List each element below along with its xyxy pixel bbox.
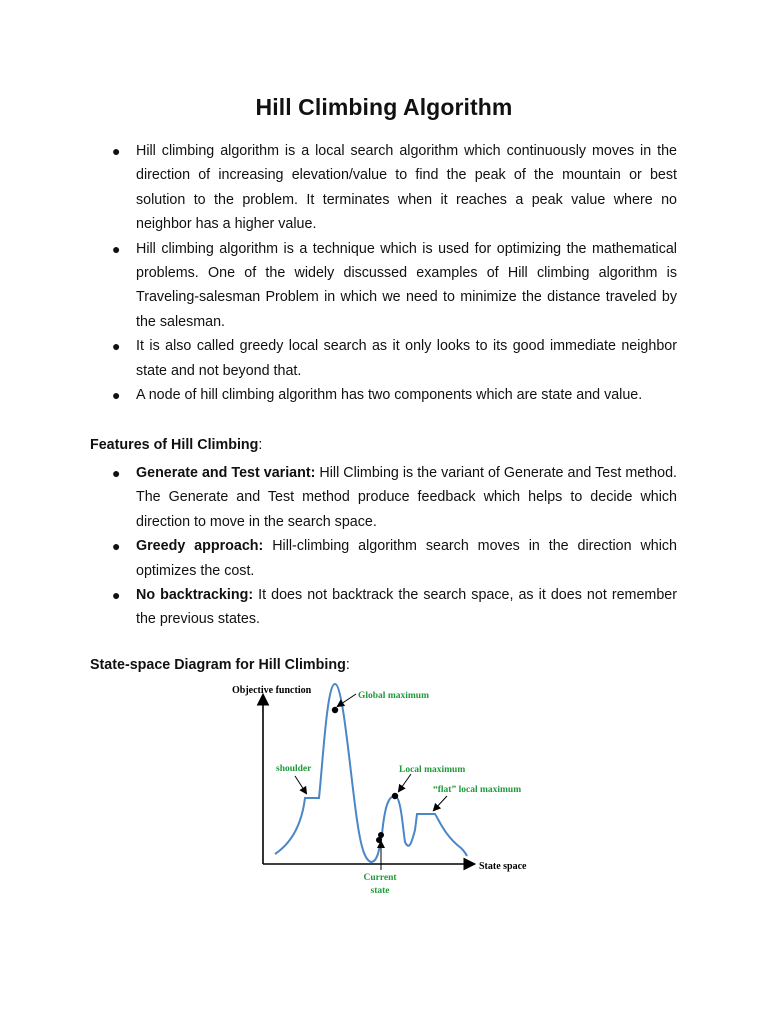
list-item: ● Greedy approach: Hill-climbing algorithm search moves in the direction which optimizes the cost. (136, 534, 677, 583)
list-item: ● Hill climbing algorithm is a local search algorithm which continuously moves in the direction of increasing elevation/value to find the peak of the mountain or best solution to the problem. It terminates when it reaches a peak value where no neighbor has a higher value. (136, 139, 677, 237)
list-item: ● Hill climbing algorithm is a technique which is used for optimizing the mathematical problems. One of the widely discussed examples of Hill climbing algorithm is Traveling-salesman Problem in which we need to minimize the distance traveled by the salesman. (136, 237, 677, 335)
current-state-label-line2: state (370, 886, 390, 896)
local-max-point (392, 793, 398, 799)
bullet-icon: ● (112, 538, 121, 555)
global-max-point (332, 707, 338, 713)
current-state-label-line1: Current (363, 873, 397, 883)
flat-local-max-arrow (434, 796, 447, 810)
features-heading: Features of Hill Climbing: (90, 437, 263, 453)
state-space-diagram (225, 680, 535, 900)
bullet-icon: ● (112, 387, 121, 404)
flat-local-max-label: “flat” local maximum (433, 785, 522, 795)
bullet-icon: ● (112, 240, 121, 257)
features-bullet-list (112, 461, 678, 632)
list-item: ● A node of hill climbing algorithm has two components which are state and value. (136, 383, 677, 407)
x-axis-label: State space (479, 861, 527, 872)
list-item: ● Generate and Test variant: Hill Climbing is the variant of Generate and Test method. The Generate and Test method produce feedback which helps to decide which direction to move in the search space. (136, 461, 677, 534)
list-item: ● No backtracking: It does not backtrack the search space, as it does not remember the previous states. (136, 583, 677, 632)
list-item: ● It is also called greedy local search as it only looks to its good immediate neighbor state and not beyond that. (136, 334, 677, 383)
shoulder-label: shoulder (276, 764, 312, 774)
local-max-arrow (399, 774, 411, 791)
diagram-heading: State-space Diagram for Hill Climbing: (90, 657, 350, 673)
bullet-icon: ● (112, 465, 121, 481)
global-max-label: Global maximum (358, 691, 429, 701)
shoulder-arrow (295, 776, 306, 793)
y-axis-label: Objective function (232, 685, 312, 696)
intro-bullet-list (112, 139, 677, 407)
bullet-icon: ● (112, 143, 121, 159)
bullet-icon: ● (112, 587, 121, 604)
local-max-label: Local maximum (399, 765, 466, 775)
page-title: Hill Climbing Algorithm (255, 94, 513, 120)
bullet-icon: ● (112, 338, 121, 355)
